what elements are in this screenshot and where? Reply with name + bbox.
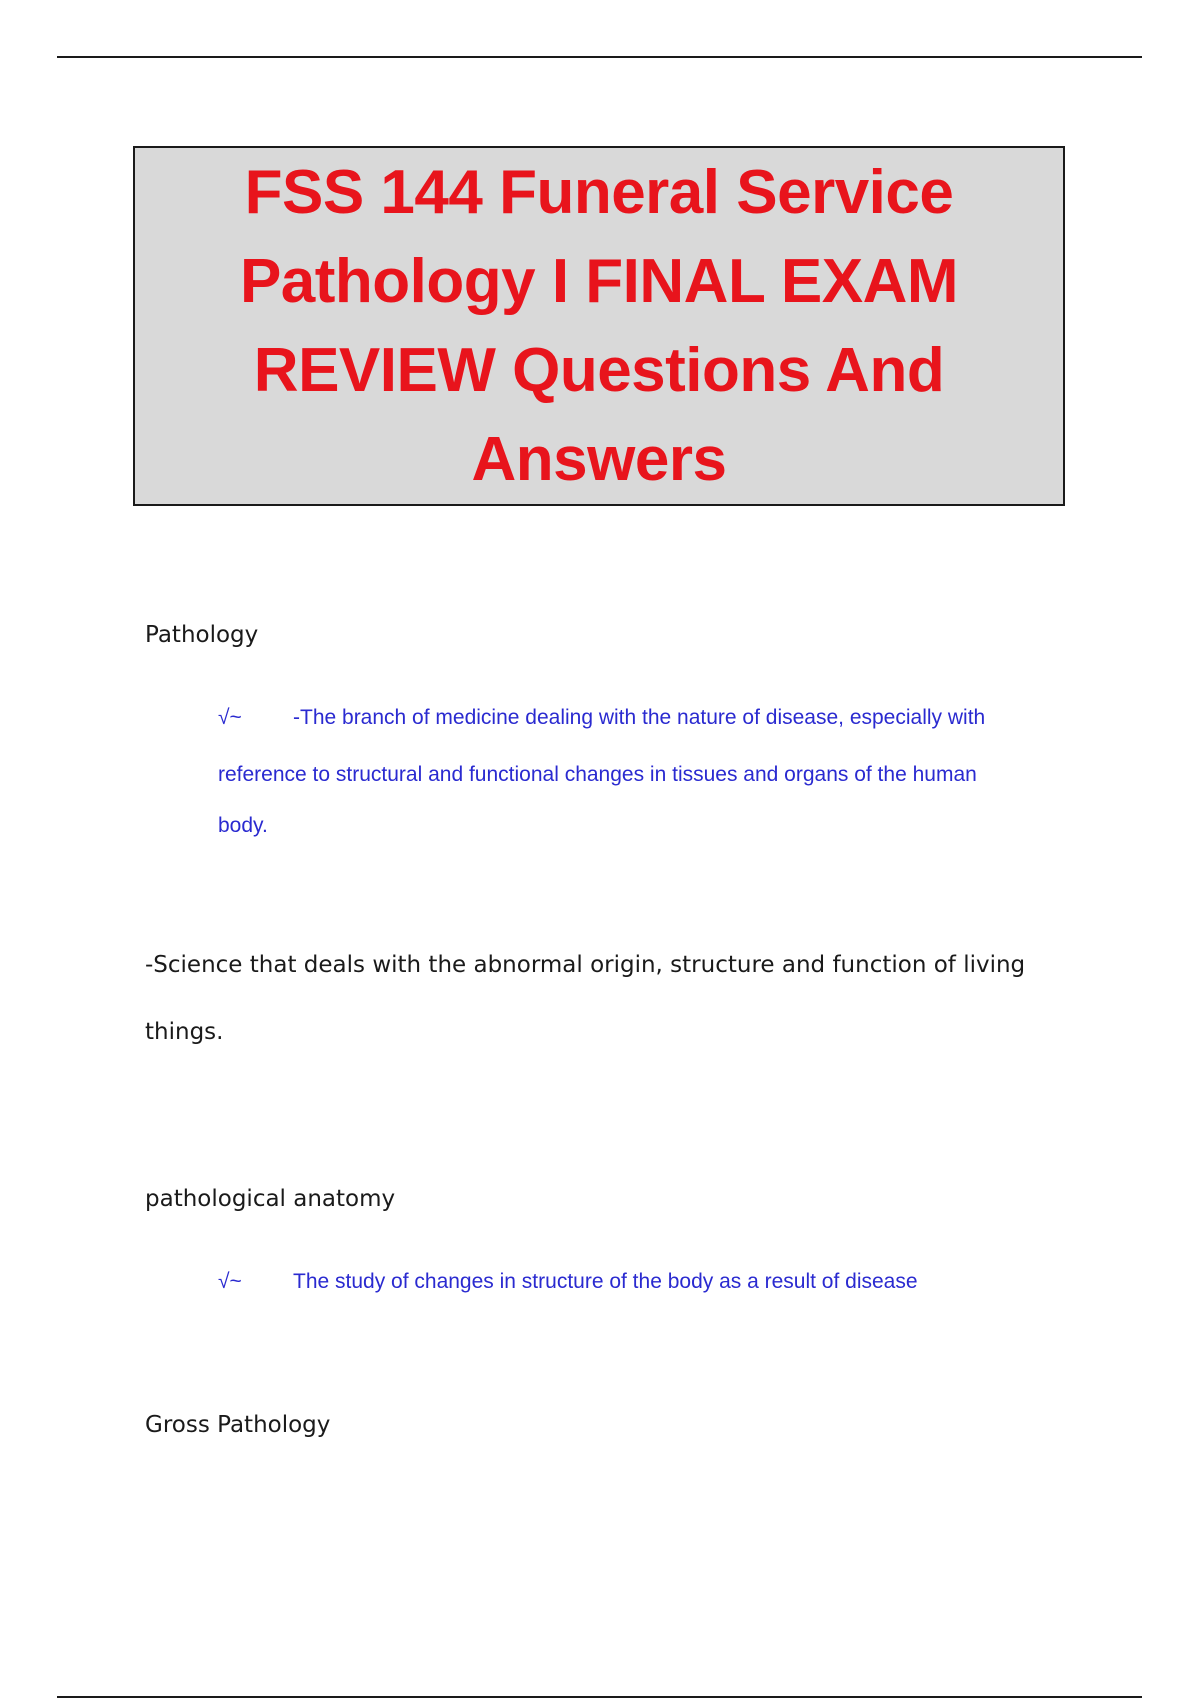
answer-line: -The branch of medicine dealing with the nature of disease, especially with [293,706,986,729]
title-line: FSS 144 Funeral Service [244,158,954,227]
checkmark-icon: √~ [218,706,242,729]
answer-line: body. [218,814,268,837]
answer-line: The study of changes in structure of the body as a result of disease [293,1270,918,1293]
header-rule [57,56,1142,58]
checkmark-icon: √~ [218,1270,242,1293]
answer-line: reference to structural and functional changes in tissues and organs of the human [218,763,977,786]
document-title [189,148,1009,504]
title-line: Pathology I FINAL EXAM [239,247,959,316]
title-line: Answers [471,425,727,494]
title-line: REVIEW Questions And [253,336,945,405]
extra-definition-line: things. [145,1019,224,1045]
extra-definition-line: -Science that deals with the abnormal origin, structure and function of living [145,952,1026,978]
footer-rule [57,1696,1142,1698]
title-box [133,146,1065,506]
term-pathology: Pathology [145,622,259,648]
term-gross-pathology: Gross Pathology [145,1412,331,1438]
term-pathological-anatomy: pathological anatomy [145,1186,396,1212]
